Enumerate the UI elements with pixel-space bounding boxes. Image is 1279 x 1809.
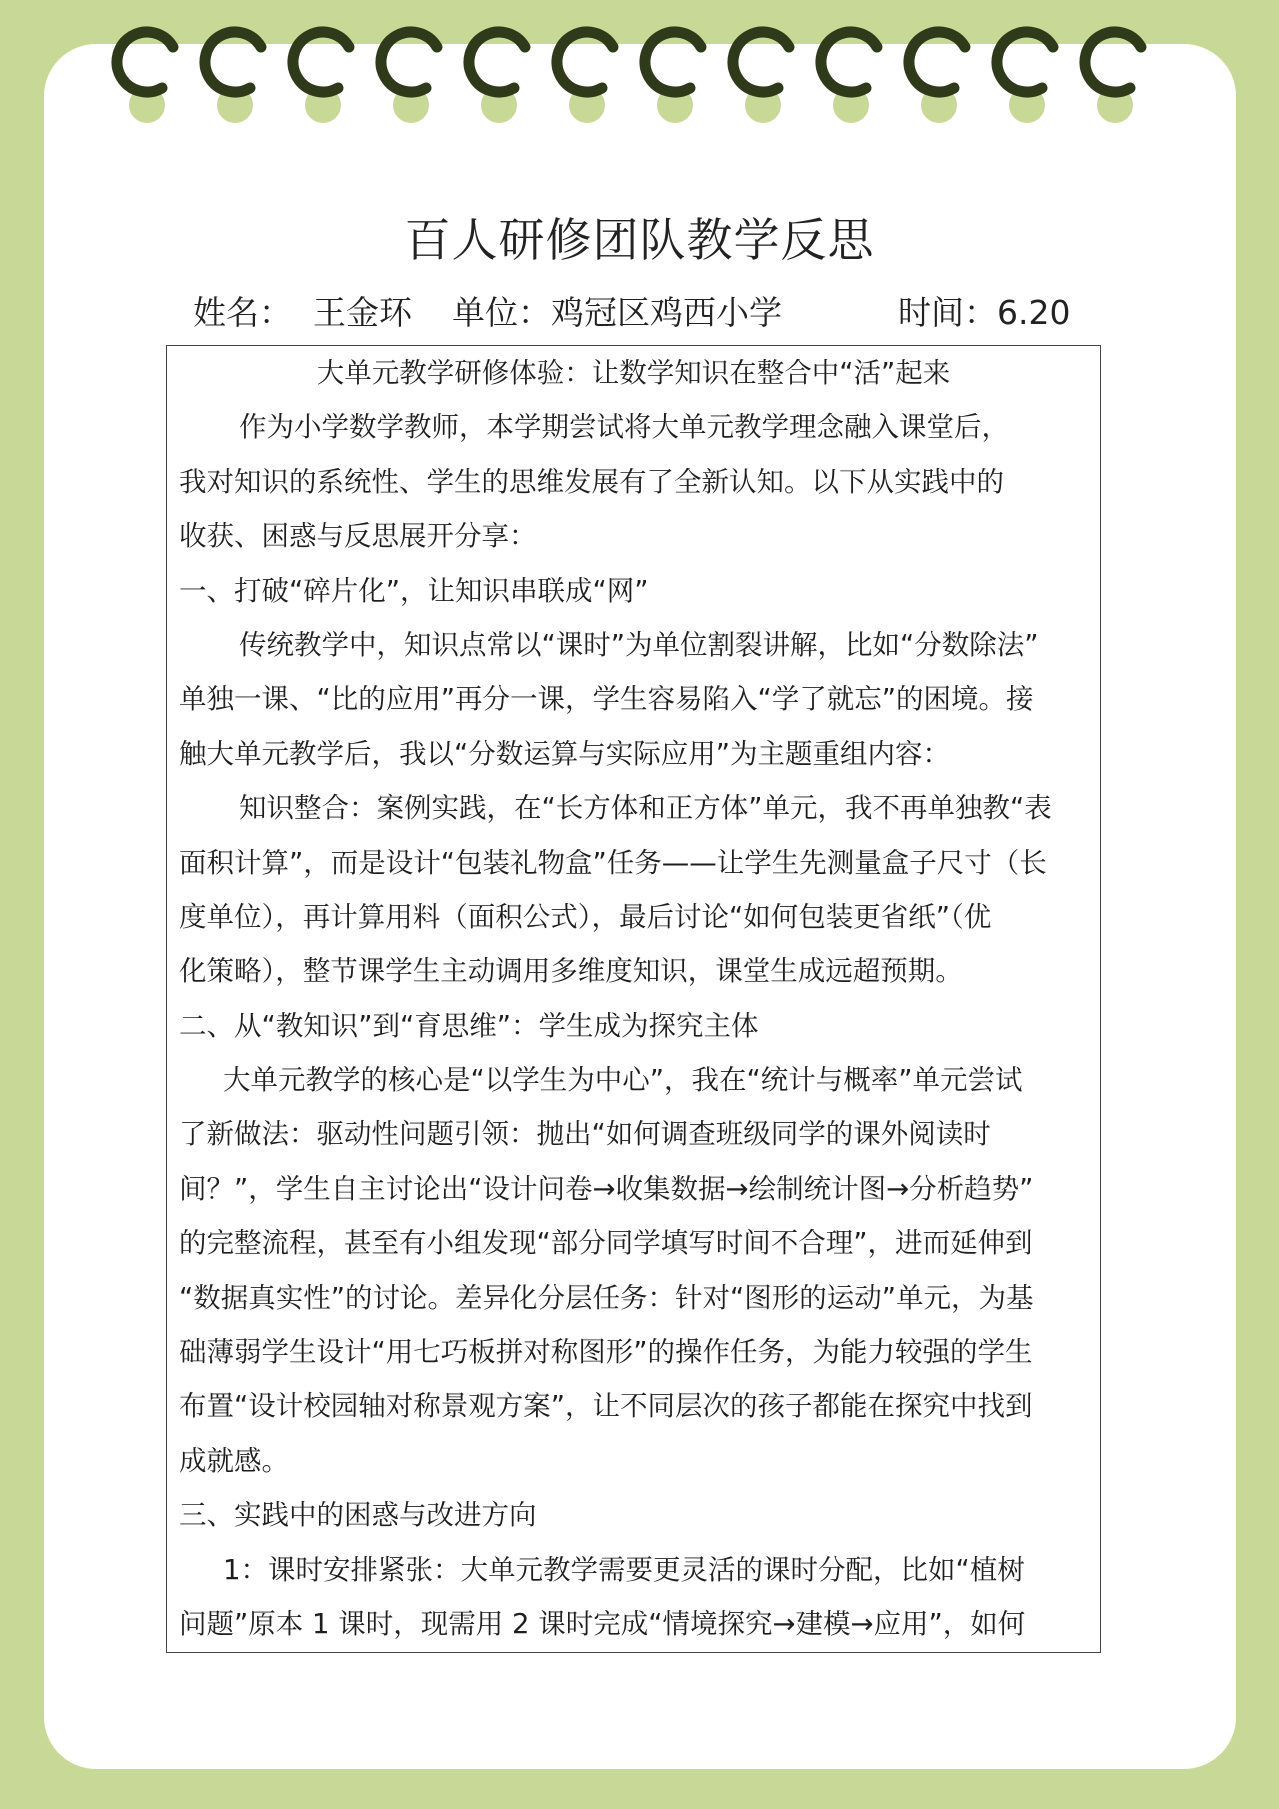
paragraph-line: 单独一课、“比的应用”再分一课，学生容易陷入“学了就忘”的困境。接: [179, 683, 1034, 716]
page-title: 百人研修团队教学反思: [404, 213, 875, 267]
paragraph-line: 问题”原本 1 课时，现需用 2 课时完成“情境探究→建模→应用”，如何: [179, 1607, 1026, 1640]
paragraph-line: 布置“设计校园轴对称景观方案”，让不同层次的孩子都能在探究中找到: [179, 1390, 1033, 1423]
paragraph-line: 知识整合：案例实践，在“长方体和正方体”单元，我不再单独教“表: [239, 792, 1052, 825]
paragraph-line: 收获、困惑与反思展开分享：: [179, 520, 537, 553]
time-text: 时间：6.20: [898, 293, 1071, 332]
paragraph-line: 础薄弱学生设计“用七巧板拼对称图形”的操作任务，为能力较强的学生: [179, 1336, 1033, 1369]
binding-ring: [909, 32, 965, 92]
spiral-ring-icon: [205, 32, 261, 123]
spiral-ring-icon: [645, 32, 701, 123]
spiral-ring-icon: [381, 32, 437, 123]
paragraph-line: 间？”，学生自主讨论出“设计问卷→收集数据→绘制统计图→分析趋势”: [179, 1172, 1034, 1205]
spiral-ring-icon: [733, 32, 789, 123]
binding-ring: [117, 32, 173, 92]
reflection-content-box: [166, 345, 1101, 1653]
spiral-ring-icon: [117, 32, 173, 123]
section-heading-3: 三、实践中的困惑与改进方向: [179, 1499, 537, 1532]
spiral-binding: [0, 0, 1279, 130]
spiral-ring-icon: [997, 32, 1053, 123]
binding-ring: [557, 32, 613, 92]
paragraph-line: 的完整流程，甚至有小组发现“部分同学填写时间不合理”，进而延伸到: [179, 1227, 1033, 1260]
paragraph-line: “数据真实性”的讨论。差异化分层任务：针对“图形的运动”单元，为基: [179, 1281, 1034, 1314]
paragraph-line: 传统教学中，知识点常以“课时”为单位割裂讲解，比如“分数除法”: [239, 628, 1039, 661]
paragraph-line: 作为小学数学教师，本学期尝试将大单元教学理念融入课堂后，: [239, 411, 1009, 444]
paragraph-line: 度单位），再计算用料（面积公式），最后讨论“如何包装更省纸”（优: [179, 900, 992, 933]
paragraph-line: 触大单元教学后，我以“分数运算与实际应用”为主题重组内容：: [179, 737, 950, 770]
name-value: 王金环: [313, 293, 412, 332]
reflection-text: [167, 346, 1100, 1651]
unit-text: 单位：鸡冠区鸡西小学: [452, 293, 782, 332]
binding-ring: [1085, 32, 1141, 92]
section-heading-2: 二、从“教知识”到“育思维”：学生成为探究主体: [179, 1009, 759, 1042]
section-heading-1: 一、打破“碎片化”，让知识串联成“网”: [179, 574, 649, 607]
binding-ring: [469, 32, 525, 92]
name-label: 姓名：: [193, 293, 292, 332]
binding-ring: [645, 32, 701, 92]
paragraph-line: 化策略），整节课学生主动调用多维度知识，课堂生成远超预期。: [179, 955, 963, 988]
binding-ring: [997, 32, 1053, 92]
paragraph-line: 我对知识的系统性、学生的思维发展有了全新认知。以下从实践中的: [179, 465, 1004, 498]
binding-ring: [733, 32, 789, 92]
binding-ring: [381, 32, 437, 92]
spiral-ring-icon: [293, 32, 349, 123]
paragraph-line: 面积计算”，而是设计“包装礼物盒”任务——让学生先测量盒子尺寸（长: [179, 846, 1047, 879]
binding-ring: [205, 32, 261, 92]
spiral-ring-icon: [557, 32, 613, 123]
spiral-ring-icon: [821, 32, 877, 123]
binding-ring: [293, 32, 349, 92]
paragraph-line: 了新做法：驱动性问题引领：抛出“如何调查班级同学的课外阅读时: [179, 1118, 991, 1151]
spiral-ring-icon: [909, 32, 965, 123]
paragraph-line: 成就感。: [179, 1444, 289, 1477]
info-row: [0, 288, 1279, 338]
content-heading: 大单元教学研修体验：让数学知识在整合中“活”起来: [316, 357, 951, 389]
paragraph-line: 1：课时安排紧张：大单元教学需要更灵活的课时分配，比如“植树: [223, 1553, 1025, 1586]
spiral-ring-icon: [1085, 32, 1141, 123]
spiral-ring-icon: [469, 32, 525, 123]
binding-ring: [821, 32, 877, 92]
paragraph-line: 大单元教学的核心是“以学生为中心”，我在“统计与概率”单元尝试: [223, 1064, 1023, 1097]
